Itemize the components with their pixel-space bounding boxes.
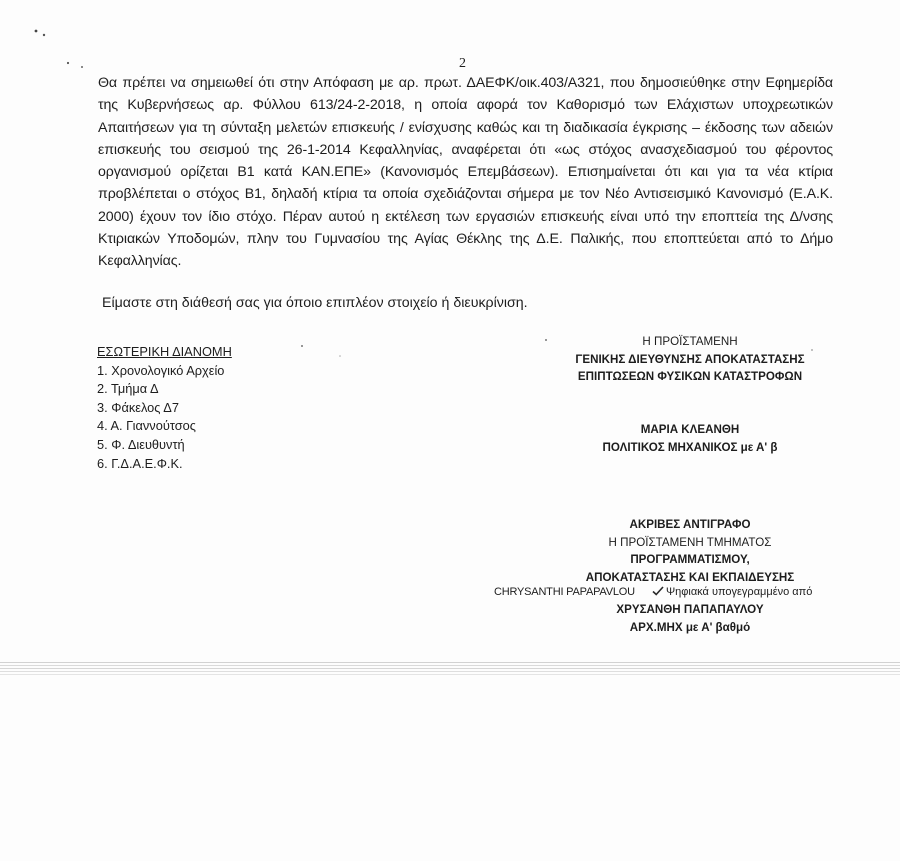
certified-signer-title: ΑΡΧ.ΜΗΧ με Α' βαθμό [629, 620, 751, 634]
certified-copy-line: Η ΠΡΟΪΣΤΑΜΕΝΗ ΤΜΗΜΑΤΟΣ [608, 535, 772, 549]
signatory-name: ΜΑΡΙΑ ΚΛΕΑΝΘΗ [640, 423, 740, 436]
signatory-office-line: ΓΕΝΙΚΗΣ ΔΙΕΥΘΥΝΣΗΣ ΑΠΟΚΑΤΑΣΤΑΣΗΣ [575, 352, 805, 366]
digital-sign-note: Ψηφιακά υπογεγραμμένο από [665, 586, 813, 598]
signatory-office-line: ΕΠΙΠΤΩΣΕΩΝ ΦΥΣΙΚΩΝ ΚΑΤΑΣΤΡΟΦΩΝ [577, 370, 803, 383]
closing-sentence: Είμαστε στη διάθεσή σας για όποιο επιπλέον στοιχείο ή διευκρίνιση. [102, 295, 528, 311]
certified-copy-block [540, 516, 840, 586]
body-paragraph: Θα πρέπει να σημειωθεί ότι στην Απόφαση με αρ. πρωτ. ΔΑΕΦΚ/οικ.403/Α321, που δημοσιεύθηκε στην Εφημερίδα της Κυβερνήσεως αρ. Φύλλου 613/24-2-2018, η οποία αφορά τον Καθορισμό των Ελάχιστων υποχρεωτικών Απαιτήσεων για τη σύνταξη μελετών επισκευής / ενίσχυσης καθώς και τη διαδικασία έγκρισης – έκδοσης των αδειών επισκευής του σεισμού της 26-1-2014 Κεφαλληνίας, αναφέρεται ότι «ως στόχος ανασχεδιασμού του φέροντος οργανισμού ορίζεται Β1 κατά ΚΑΝ.ΕΠΕ» (Κανονισμός Επεμβάσεων). Επισημαίνεται ότι και για τα νέα κτίρια προβλέπεται ο στόχος Β1, δηλαδή κτίρια τα οποία σχεδιάζονται σήμερα με τον Νέο Αντισεισμικό Κανονισμό (Ε.Α.Κ. 2000) έχουν τον ίδιο στόχο. Πέραν αυτού η εκτέλεση των εργασιών επισκευής είναι υπό την εποπτεία της Δ/νσης Κτιριακών Υποδομών, πλην του Γυμνασίου της Αγίας Θέκλης της Δ.Ε. Παλικής, που εποπτεύεται από το Δήμο Κεφαλληνίας. [98, 75, 833, 270]
certified-copy-line: ΠΡΟΓΡΑΜΜΑΤΙΣΜΟΥ, [630, 553, 750, 566]
signatory-role: Η ΠΡΟΪΣΤΑΜΕΝΗ [642, 335, 738, 348]
internal-distribution [97, 343, 232, 473]
list-item: 2. Τμήμα Δ [97, 381, 159, 397]
certified-copy-line: ΑΠΟΚΑΤΑΣΤΑΣΗΣ ΚΑΙ ΕΚΠΑΙΔΕΥΣΗΣ [585, 570, 795, 584]
list-item: 3. Φάκελος Δ7 [97, 399, 179, 415]
list-item: 5. Φ. Διευθυντή [97, 436, 185, 452]
list-item: 6. Γ.Δ.Α.Ε.Φ.Κ. [97, 455, 183, 471]
page-number: 2 [459, 56, 466, 71]
signatory-name-block [540, 421, 840, 456]
distribution-list [97, 362, 232, 474]
signatory-office [540, 333, 840, 386]
list-item: 1. Χρονολογικό Αρχείο [97, 362, 225, 378]
certified-signer-name: ΧΡΥΣΑΝΘΗ ΠΑΠΑΠΑΥΛΟΥ [616, 603, 764, 616]
certified-copy-heading: ΑΚΡΙΒΕΣ ΑΝΤΙΓΡΑΦΟ [629, 518, 751, 531]
signatory-title: ΠΟΛΙΤΙΚΟΣ ΜΗΧΑΝΙΚΟΣ με Α' β [602, 440, 778, 454]
list-item: 4. Α. Γιαννούτσος [97, 418, 196, 434]
certified-signer-block [540, 601, 840, 636]
checkmark-icon [652, 586, 664, 601]
body-text [98, 72, 833, 273]
digital-signer-name: CHRYSANTHI PAPAPAVLOU [494, 586, 635, 598]
digital-signature-stamp [494, 585, 812, 601]
scan-noise-band [0, 661, 900, 677]
distribution-title: ΕΣΩΤΕΡΙΚΗ ΔΙΑΝΟΜΗ [97, 344, 232, 359]
